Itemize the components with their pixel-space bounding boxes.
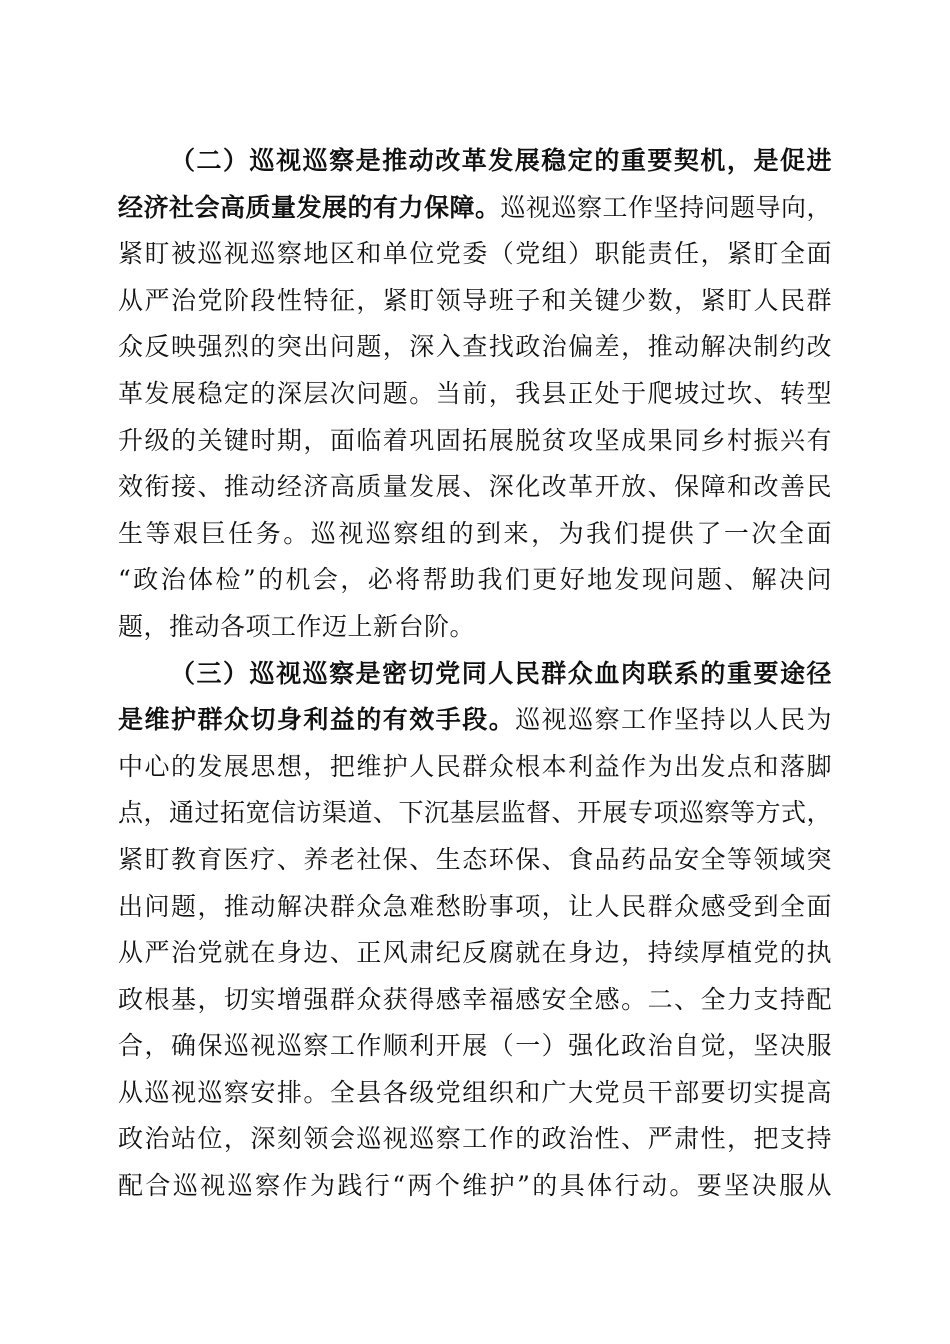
body-text: 效衔接、推动经济高质量发展、深化改革开放、保障和改善民 (118, 472, 832, 502)
body-text: 政根基，切实增强群众获得感幸福感安全感。二、全力支持配 (118, 984, 832, 1014)
body-text: 紧盯被巡视巡察地区和单位党委（党组）职能责任，紧盯全面 (118, 239, 832, 269)
text-line (118, 324, 832, 371)
text-line (118, 511, 832, 558)
body-text: 生等艰巨任务。巡视巡察组的到来，为我们提供了一次全面 (118, 518, 832, 548)
text-line (118, 837, 832, 884)
text-line (118, 371, 832, 418)
section-heading: （三）巡视巡察是密切党同人民群众血肉联系的重要途径 (170, 658, 832, 688)
body-text: 配合巡视巡察作为践行“两个维护”的具体行动。要坚决服从 (118, 1171, 832, 1201)
body-text: 紧盯教育医疗、养老社保、生态环保、食品药品安全等领域突 (118, 844, 832, 874)
body-text: 从严治党阶段性特征，紧盯领导班子和关键少数，紧盯人民群 (118, 285, 832, 315)
section-heading: 是维护群众切身利益的有效手段。 (118, 705, 516, 735)
text-line (118, 790, 832, 837)
section-heading: 经济社会高质量发展的有力保障。 (118, 192, 501, 222)
text-line (118, 231, 832, 278)
document-page (118, 138, 832, 1210)
body-text: 从巡视巡察安排。全县各级党组织和广大党员干部要切实提高 (118, 1077, 832, 1107)
text-line (118, 930, 832, 977)
text-line (118, 418, 832, 465)
text-line (118, 744, 832, 791)
text-line (118, 604, 832, 651)
body-text: 政治站位，深刻领会巡视巡察工作的政治性、严肃性，把支持 (118, 1124, 832, 1154)
body-text: 升级的关键时期，面临着巩固拓展脱贫攻坚成果同乡村振兴有 (118, 425, 832, 455)
body-text: 革发展稳定的深层次问题。当前，我县正处于爬坡过坎、转型 (118, 378, 832, 408)
text-line (118, 1070, 832, 1117)
body-text: 巡视巡察工作坚持以人民为 (515, 705, 832, 735)
text-line (118, 1116, 832, 1163)
body-text: 巡视巡察工作坚持问题导向， (500, 192, 833, 222)
text-line (118, 185, 832, 232)
text-line (118, 977, 832, 1024)
body-text: 合，确保巡视巡察工作顺利开展（一）强化政治自觉，坚决服 (118, 1031, 832, 1061)
text-line (118, 278, 832, 325)
text-line (118, 138, 832, 185)
body-text: “政治体检”的机会，必将帮助我们更好地发现问题、解决问 (118, 565, 832, 595)
body-text: 题，推动各项工作迈上新台阶。 (118, 611, 476, 641)
text-line (118, 651, 832, 698)
text-line (118, 1023, 832, 1070)
section-heading: （二）巡视巡察是推动改革发展稳定的重要契机，是促进 (170, 146, 832, 175)
body-text: 众反映强烈的突出问题，深入查找政治偏差，推动解决制约改 (118, 332, 832, 362)
body-text: 点，通过拓宽信访渠道、下沉基层监督、开展专项巡察等方式， (118, 798, 833, 828)
body-text: 出问题，推动解决群众急难愁盼事项，让人民群众感受到全面 (118, 891, 832, 921)
text-line (118, 464, 832, 511)
text-line (118, 1163, 832, 1210)
text-line (118, 884, 832, 931)
body-text: 从严治党就在身边、正风肃纪反腐就在身边，持续厚植党的执 (118, 938, 832, 968)
text-line (118, 697, 832, 744)
text-line (118, 557, 832, 604)
body-text: 中心的发展思想，把维护人民群众根本利益作为出发点和落脚 (118, 751, 832, 781)
